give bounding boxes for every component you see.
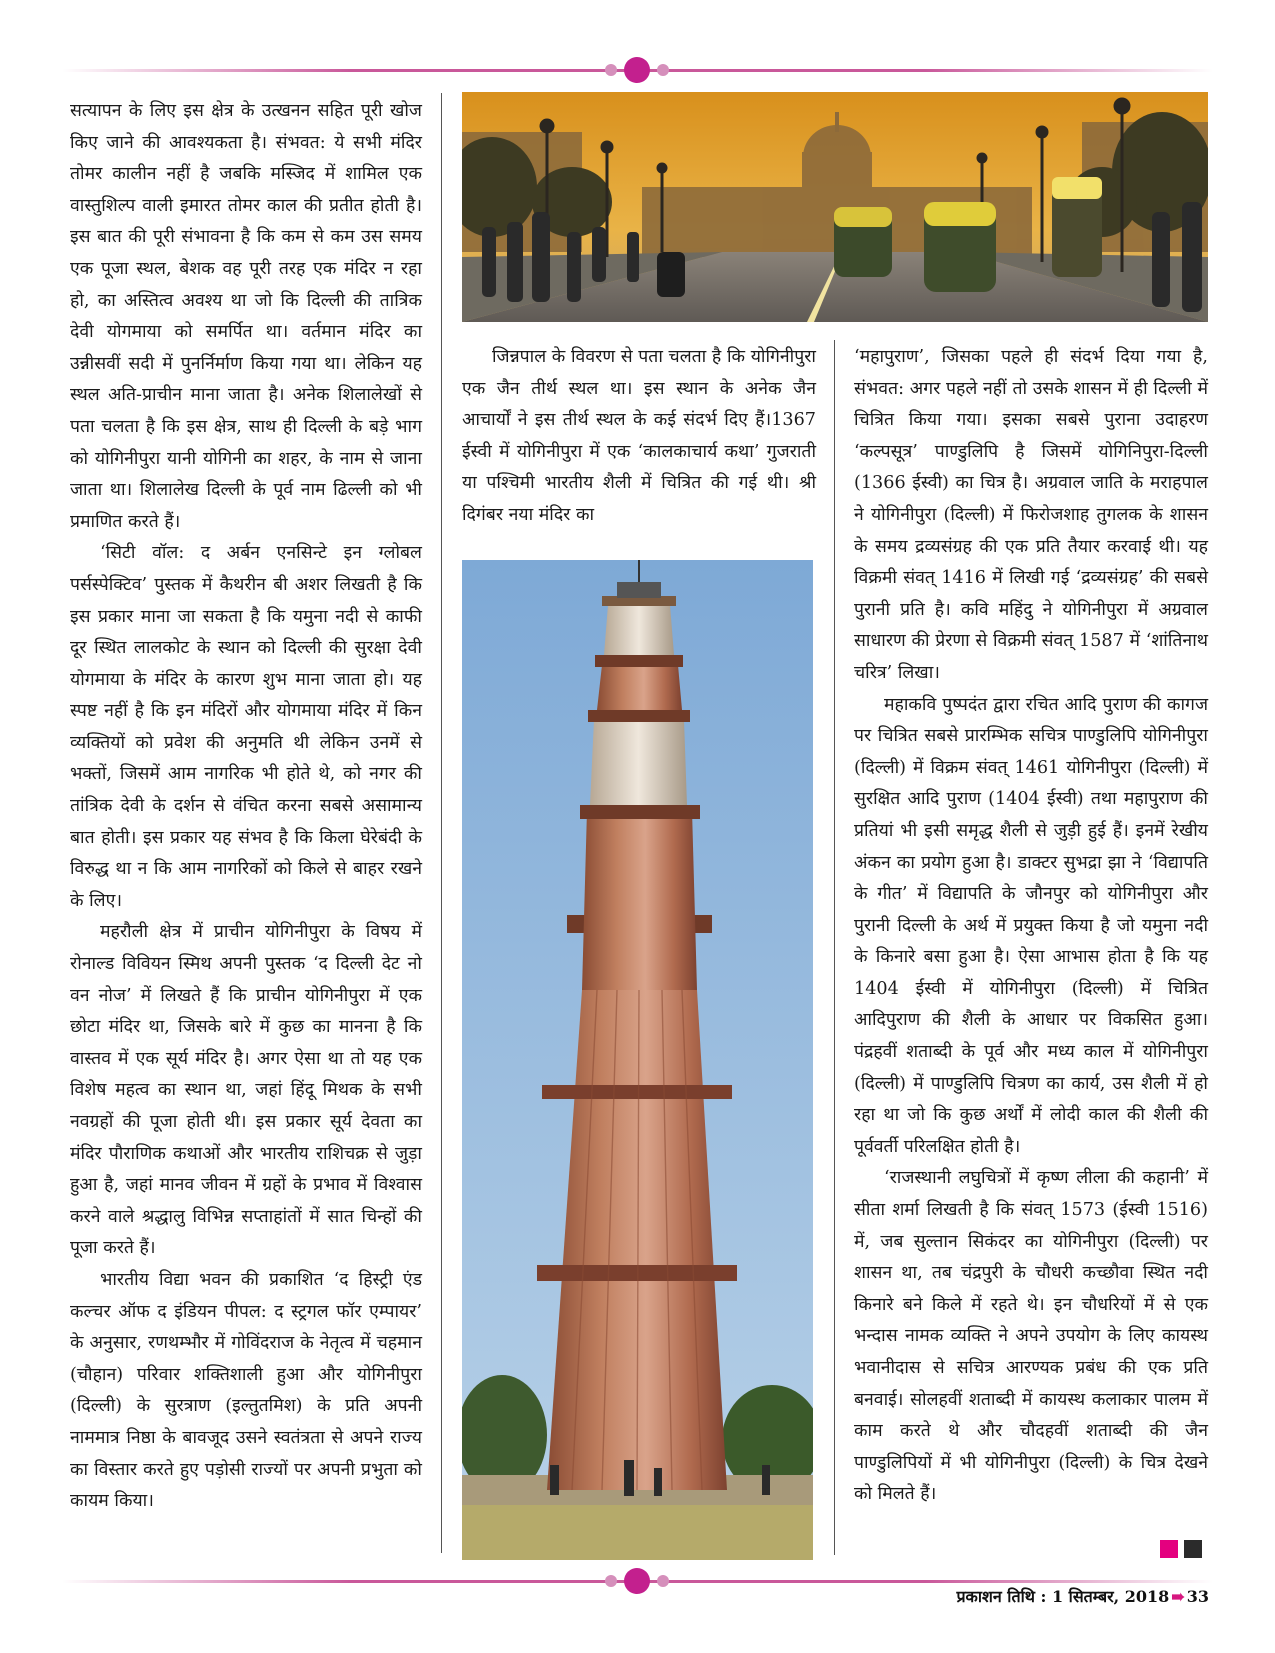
column-divider-left	[441, 93, 442, 1553]
paragraph: ‘सिटी वॉल: द अर्बन एनसिन्टे इन ग्लोबल पर्सस्पेक्टिव’ पुस्तक में कैथरीन बी अशर लिखती है कि इस प्रकार माना जा सकता है कि यमुना नदी से काफी दूर स्थित लालकोट के स्थान को दिल्ली की सुरक्षा देवी योगमाया के मंदिर के कारण शुभ माना जाता हो। यह स्पष्ट नहीं है कि इन मंदिरों और योगमाया मंदिर में किन व्यक्तियों को प्रवेश की अनुमति थी लेकिन उनमें से भक्तों, जिसमें आम नागरिक भी होते थे, को नगर की तांत्रिक देवी के दर्शन से वंचित करना सबसे असामान्य बात होती। इस प्रकार यह संभव है कि किला घेरेबंदी के विरुद्ध था न कि आम नागरिकों को किले से बाहर रखने के लिए।	[70, 543, 422, 911]
street-scene-photo	[462, 92, 1208, 322]
column-divider-right	[834, 340, 835, 1555]
qutub-minar-photo	[462, 560, 813, 1560]
end-mark-dark	[1184, 1540, 1202, 1558]
paragraph: महाकवि पुष्पदंत द्वारा रचित आदि पुराण की कागज पर चित्रित सबसे प्रारम्भिक सचित्र पाण्डुलिपि योगिनीपुरा (दिल्ली) में विक्रम संवत् 1461 योगिनीपुरा (दिल्ली) में सुरक्षित आदि पुराण (1404 ईस्वी) तथा महापुराण की प्रतियां भी इसी समृद्ध शैली से जुड़ी हुई हैं। इनमें रेखीय अंकन का प्रयोग हुआ है। डाक्टर सुभद्रा झा ने ‘विद्यापति के गीत’ में विद्यापति के जौनपुर को योगिनीपुरा और पुरानी दिल्ली के अर्थ में प्रयुक्त किया है जो यमुना नदी के किनारे बसा हुआ है। ऐसा आभास होता है कि यह 1404 ईस्वी में योगिनीपुरा (दिल्ली) में चित्रित आदिपुराण की शैली के आधार पर विकसित हुआ। पंद्रहवीं शताब्दी के पूर्व और मध्य काल में योगिनीपुरा (दिल्ली) में पाण्डुलिपि चित्रण का कार्य, उस शैली में हो रहा था जो कि कुछ अर्थों में लोदी काल की शैली की पूर्ववर्ती परिलक्षित होती है।	[854, 694, 1208, 1157]
paragraph: भारतीय विद्या भवन की प्रकाशित ‘द हिस्ट्री एंड कल्चर ऑफ द इंडियन पीपल: द स्ट्रगल फॉर एम्पायर’ के अनुसार, रणथम्भौर में गोविंदराज के नेतृत्व में चहमान (चौहान) परिवार शक्तिशाली हुआ और योगिनीपुरा (दिल्ली) के सुरत्राण (इल्तुतमिश) के प्रति अपनी नाममात्र निष्ठा के बावजूद उसने स्वतंत्रता से अपने राज्य का विस्तार करते हुए पड़ोसी राज्यों पर अपनी प्रभुता को कायम किया।	[70, 1269, 422, 1512]
paragraph: ‘महापुराण’, जिसका पहले ही संदर्भ दिया गया है, संभवत: अगर पहले नहीं तो उसके शासन में ही दिल्ली में चित्रित किया गया। इसका सबसे पुराना उदाहरण ‘कल्पसूत्र’ पाण्डुलिपि है जिसमें योगिनिपुरा-दिल्ली (1366 ईस्वी) का चित्र है। अग्रवाल जाति के मराहपाल ने योगिनीपुरा (दिल्ली) में फिरोजशाह तुगलक के शासन के समय द्रव्यसंग्रह की एक प्रति तैयार करवाई थी। यह विक्रमी संवत् 1416 में लिखी गई ‘द्रव्यसंग्रह’ की सबसे पुरानी प्रति है। कवि महिंदु ने योगिनीपुरा में अग्रवाल साधारण की प्रेरणा से विक्रमी संवत् 1587 में ‘शांतिनाथ चरित्र’ लिखा।	[854, 347, 1208, 683]
text-column-3	[854, 342, 1208, 1511]
text-column-1	[70, 96, 422, 1518]
paragraph: सत्यापन के लिए इस क्षेत्र के उत्खनन सहित पूरी खोज किए जाने की आवश्यकता है। संभवत: ये सभी मंदिर तोमर कालीन नहीं है जबकि मस्जिद में शामिल एक वास्तुशिल्प वाली इमारत तोमर काल की प्रतीत होती है। इस बात की पूरी संभावना है कि कम से कम उस समय एक पूजा स्थल, बेशक वह पूरी तरह एक मंदिर न रहा हो, का अस्तित्व अवश्य था जो कि दिल्ली की तात्रिक देवी योगमाया को समर्पित था। वर्तमान मंदिर का उन्नीसवीं सदी में पुनर्निर्माण किया गया था। लेकिन यह स्थल अति-प्राचीन माना जाता है। अनेक शिलालेखों से पता चलता है कि इस क्षेत्र, साथ ही दिल्ली के बड़े भाग को योगिनीपुरा यानी योगिनी का शहर, के नाम से जाना जाता था। शिलालेख दिल्ली के पूर्व नाम ढिल्ली को भी प्रमाणित करते हैं।	[70, 101, 422, 532]
page-number: 33	[1186, 1587, 1209, 1606]
paragraph: जिन्नपाल के विवरण से पता चलता है कि योगिनीपुरा एक जैन तीर्थ स्थल था। इस स्थान के अनेक जैन आचार्यों ने इस तीर्थ स्थल के कई संदर्भ दिए हैं।1367 ईस्वी में योगिनीपुरा में एक ‘कालकाचार्य कथा’ गुजराती या पश्चिमी भारतीय शैली में चित्रित की गई थी। श्री दिगंबर नया मंदिर का	[462, 347, 816, 525]
top-ornament	[597, 55, 677, 85]
bottom-ornament	[597, 1566, 677, 1596]
paragraph: ‘राजस्थानी लघुचित्रों में कृष्ण लीला की कहानी’ में सीता शर्मा लिखती है कि संवत् 1573 (ईस्वी 1516) में, जब सुल्तान सिकंदर का योगिनीपुरा (दिल्ली) पर शासन था, तब चंद्रपुरी के चौधरी कच्छौवा स्थित नदी किनारे बने किले में रहते थे। इन चौधरियों में से एक भन्दास नामक व्यक्ति ने अपने उपयोग के लिए कायस्थ भवानीदास से सचित्र आरण्यक प्रबंध की एक प्रति बनवाई। सोलहवीं शताब्दी में कायस्थ कलाकार पालम में काम करते थे और चौदहवीं शताब्दी की जैन पाण्डुलिपियों में भी योगिनीपुरा (दिल्ली) के चित्र देखने को मिलते हैं।	[854, 1168, 1208, 1505]
page-footer	[956, 1585, 1209, 1607]
end-mark-pink	[1160, 1540, 1178, 1558]
arrow-icon: ➠	[1171, 1587, 1185, 1606]
publication-date: प्रकाशन तिथि : 1 सितम्बर, 2018	[956, 1587, 1170, 1606]
text-column-2	[462, 342, 816, 532]
paragraph: महरौली क्षेत्र में प्राचीन योगिनीपुरा के विषय में रोनाल्ड विवियन स्मिथ अपनी पुस्तक ‘द दिल्ली देट नो वन नोज’ में लिखते हैं कि प्राचीन योगिनीपुरा में एक छोटा मंदिर था, जिसके बारे में कुछ का मानना है कि वास्तव में एक सूर्य मंदिर है। अगर ऐसा था तो यह एक विशेष महत्व का स्थान था, जहां हिंदू मिथक के सभी नवग्रहों की पूजा होती थी। इस प्रकार सूर्य देवता का मंदिर पौराणिक कथाओं और भारतीय राशिचक्र से जुड़ा हुआ है, जहां मानव जीवन में ग्रहों के प्रभाव में विश्वास करने वाले श्रद्धालु विभिन्न सप्ताहांतों में सात चिन्हों की पूजा करते हैं।	[70, 922, 422, 1259]
